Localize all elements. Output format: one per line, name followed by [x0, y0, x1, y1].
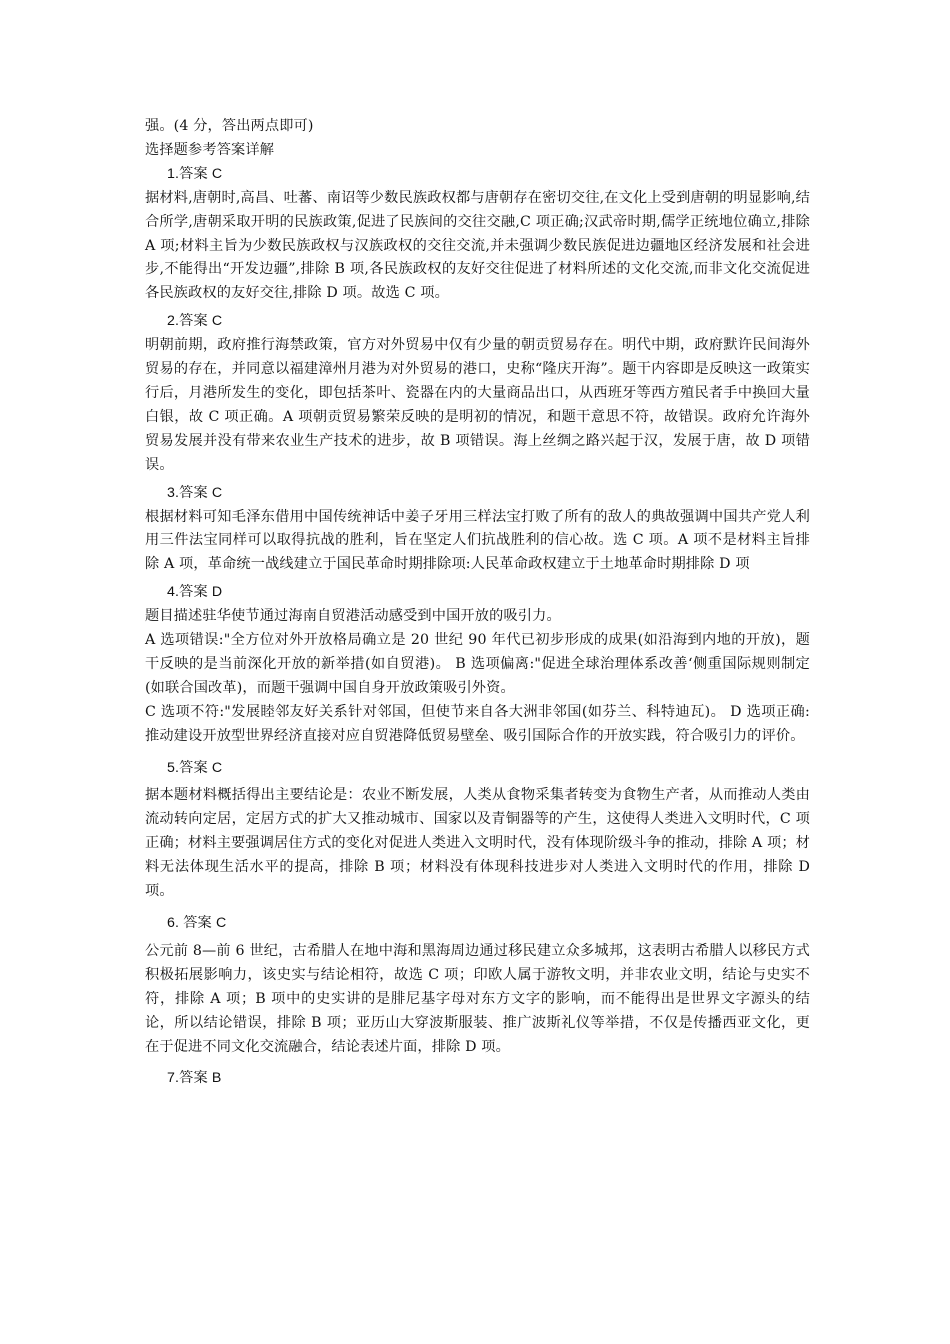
answer-6: 6. 答案 C [167, 915, 227, 931]
explanation-1: 据材料,唐朝时,高昌、吐蕃、南诏等少数民族政权都与唐朝存在密切交往,在文化上受到唐朝的明显影响,结合所学,唐朝采取开明的民族政策,促进了民族间的交往交融,C 项正确;汉武帝时期,儒学正统地位确立,排除 A 项;材料主旨为少数民族政权与汉族政权的交往交流,并未强调少数民族促进边疆地区经济发展和社会进步,不能得出“开发边疆”,排除 B 项,各民族政权的友好交往促进了材料所述的文化交流,而非文化交流促进各民族政权的友好交往,排除 D 项。故选 C 项。 [145, 189, 810, 302]
answer-3: 3.答案 C [167, 484, 223, 501]
answer-4: 4.答案 D [167, 584, 223, 601]
answer-7: 7.答案 B [167, 1070, 222, 1087]
explanation-5: 据本题材料概括得出主要结论是：农业不断发展，人类从食物采集者转变为食物生产者，从而推动人类由流动转向定居，定居方式的扩大又推动城市、国家以及青铜器等的产生，这使得人类进入文明时代，C 项正确；材料主要强调居住方式的变化对促进人类进入文明时代，没有体现阶级斗争的推动，排除 A 项；材料无法体现生活水平的提高，排除 B 项；材料没有体现科技进步对人类进入文明时代的作用，排除 D 项。 [145, 787, 810, 900]
explanation-3: 根据材料可知毛泽东借用中国传统神话中姜子牙用三样法宝打败了所有的敌人的典故强调中国共产党人利用三件法宝同样可以取得抗战的胜利，旨在坚定人们抗战胜利的信心故。选 C 项。A 项不是材料主旨排除 A 项，革命统一战线建立于国民革命时期排除项:人民革命政权建立于土地革命时期排除 D 项 [145, 508, 810, 573]
section-heading: 选择题参考答案详解 [145, 141, 275, 158]
explanation-4-options-cd: C 选项不符:"发展睦邻友好关系针对邻国，但使节来自各大洲非邻国(如芬兰、科特迪瓦)。 D 选项正确:推动建设开放型世界经济直接对应自贸港降低贸易壁垒、吸引国际合作的开放实践，符合吸引力的评价。 [145, 703, 810, 744]
answer-1: 1.答案 C [167, 165, 223, 182]
explanation-6: 公元前 8—前 6 世纪，古希腊人在地中海和黑海周边通过移民建立众多城邦，这表明古希腊人以移民方式积极拓展影响力，该史实与结论相符，故选 C 项；印欧人属于游牧文明，并非农业文明，结论与史实不符，排除 A 项；B 项中的史实讲的是腓尼基字母对东方文字的影响，而不能得出是世界文字源头的结论，所以结论错误，排除 B 项；亚历山大穿波斯服装、推广波斯礼仪等举措，不仅是传播西亚文化，更在于促进不同文化交流融合，结论表述片面，排除 D 项。 [145, 942, 810, 1055]
answer-5: 5.答案 C [167, 759, 223, 776]
document-page [145, 115, 810, 1091]
explanation-4-options-ab: A 选项错误:"全方位对外开放格局确立是 20 世纪 90 年代已初步形成的成果(如沿海到内地的开放)，题干反映的是当前深化开放的新举措(如自贸港)。 B 选项偏离:"促进全球治理体系改善‘侧重国际规则制定(如联合国改革)，而题干强调中国自身开放政策吸引外资。 [145, 632, 810, 696]
intro-line-score-note: 强。(4 分，答出两点即可) [145, 118, 314, 134]
explanation-4-intro: 题目描述驻华使节通过海南自贸港活动感受到中国开放的吸引力。 [145, 608, 561, 625]
answer-2: 2.答案 C [167, 313, 223, 330]
explanation-2: 明朝前期，政府推行海禁政策，官方对外贸易中仅有少量的朝贡贸易存在。明代中期，政府默许民间海外贸易的存在，并同意以福建漳州月港为对外贸易的港口，史称“隆庆开海”。题干内容即是反映这一政策实行后，月港所发生的变化，即包括茶叶、瓷器在内的大量商品出口，从西班牙等西方殖民者手中换回大量白银，故 C 项正确。A 项朝贡贸易繁荣反映的是明初的情况，和题干意思不符，故错误。政府允许海外贸易发展并没有带来农业生产技术的进步，故 B 项错误。海上丝绸之路兴起于汉，发展于唐，故 D 项错误。 [145, 337, 810, 473]
